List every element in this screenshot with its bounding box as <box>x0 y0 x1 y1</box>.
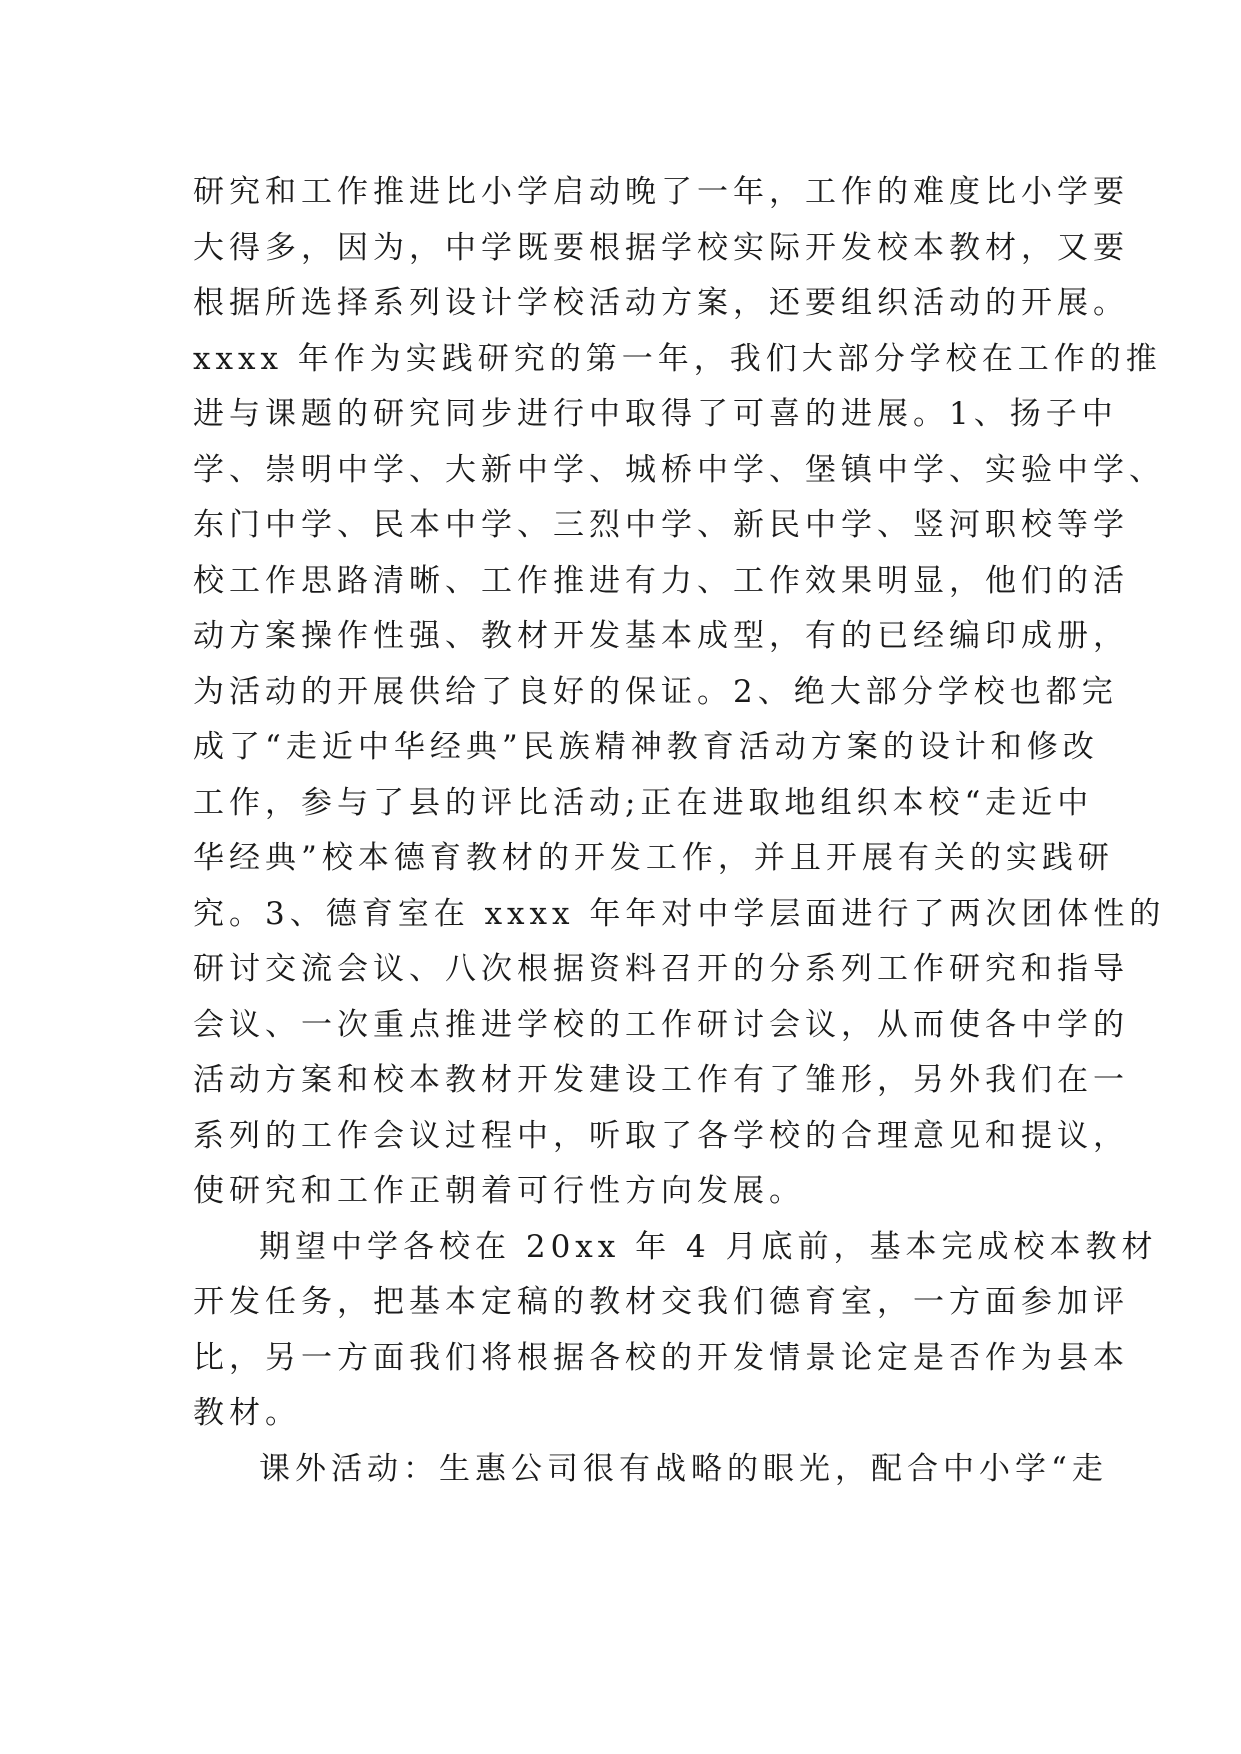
text-line: 研讨交流会议、八次根据资料召开的分系列工作研究和指导 <box>193 951 1129 987</box>
text-line: 工作，参与了县的评比活动;正在进取地组织本校“走近中 <box>193 784 1094 821</box>
paragraph-first-line: 课外活动：生惠公司很有战略的眼光，配合中小学“走 <box>259 1450 1108 1487</box>
text-line: 活动方案和校本教材开发建设工作有了雏形，另外我们在一 <box>193 1062 1129 1098</box>
text-line: 研究和工作推进比小学启动晚了一年，工作的难度比小学要 <box>193 174 1129 210</box>
text-line: 成了“走近中华经典”民族精神教育活动方案的设计和修改 <box>193 729 1099 765</box>
text-line: 开发任务，把基本定稿的教材交我们德育室，一方面参加评 <box>193 1284 1129 1320</box>
text-line: 校工作思路清晰、工作推进有力、工作效果明显，他们的活 <box>193 562 1129 599</box>
text-line: 学、崇明中学、大新中学、城桥中学、堡镇中学、实验中学、 <box>193 451 1165 488</box>
text-line: 东门中学、民本中学、三烈中学、新民中学、竖河职校等学 <box>193 507 1129 543</box>
text-line: 动方案操作性强、教材开发基本成型，有的已经编印成册， <box>193 618 1129 654</box>
text-line: xxxx 年作为实践研究的第一年，我们大部分学校在工作的推 <box>193 340 1162 377</box>
text-line: 比，另一方面我们将根据各校的开发情景论定是否作为县本 <box>193 1339 1129 1376</box>
text-line: 教材。 <box>193 1395 301 1431</box>
text-line: 根据所选择系列设计学校活动方案，还要组织活动的开展。 <box>193 285 1129 321</box>
paragraph-first-line: 期望中学各校在 20xx 年 4 月底前，基本完成校本教材 <box>259 1228 1158 1265</box>
body-text <box>193 165 1166 1497</box>
text-line: 究。3、德育室在 xxxx 年年对中学层面进行了两次团体性的 <box>193 895 1166 932</box>
text-line: 会议、一次重点推进学校的工作研讨会议，从而使各中学的 <box>193 1006 1129 1043</box>
text-line: 华经典”校本德育教材的开发工作，并且开展有关的实践研 <box>193 840 1114 876</box>
text-line: 为活动的开展供给了良好的保证。2、绝大部分学校也都完 <box>193 673 1118 710</box>
text-line: 大得多，因为，中学既要根据学校实际开发校本教材，又要 <box>193 229 1129 266</box>
text-line: 系列的工作会议过程中，听取了各学校的合理意见和提议， <box>193 1117 1129 1154</box>
text-line: 使研究和工作正朝着可行性方向发展。 <box>193 1173 805 1209</box>
text-line: 进与课题的研究同步进行中取得了可喜的进展。1、扬子中 <box>193 396 1118 432</box>
